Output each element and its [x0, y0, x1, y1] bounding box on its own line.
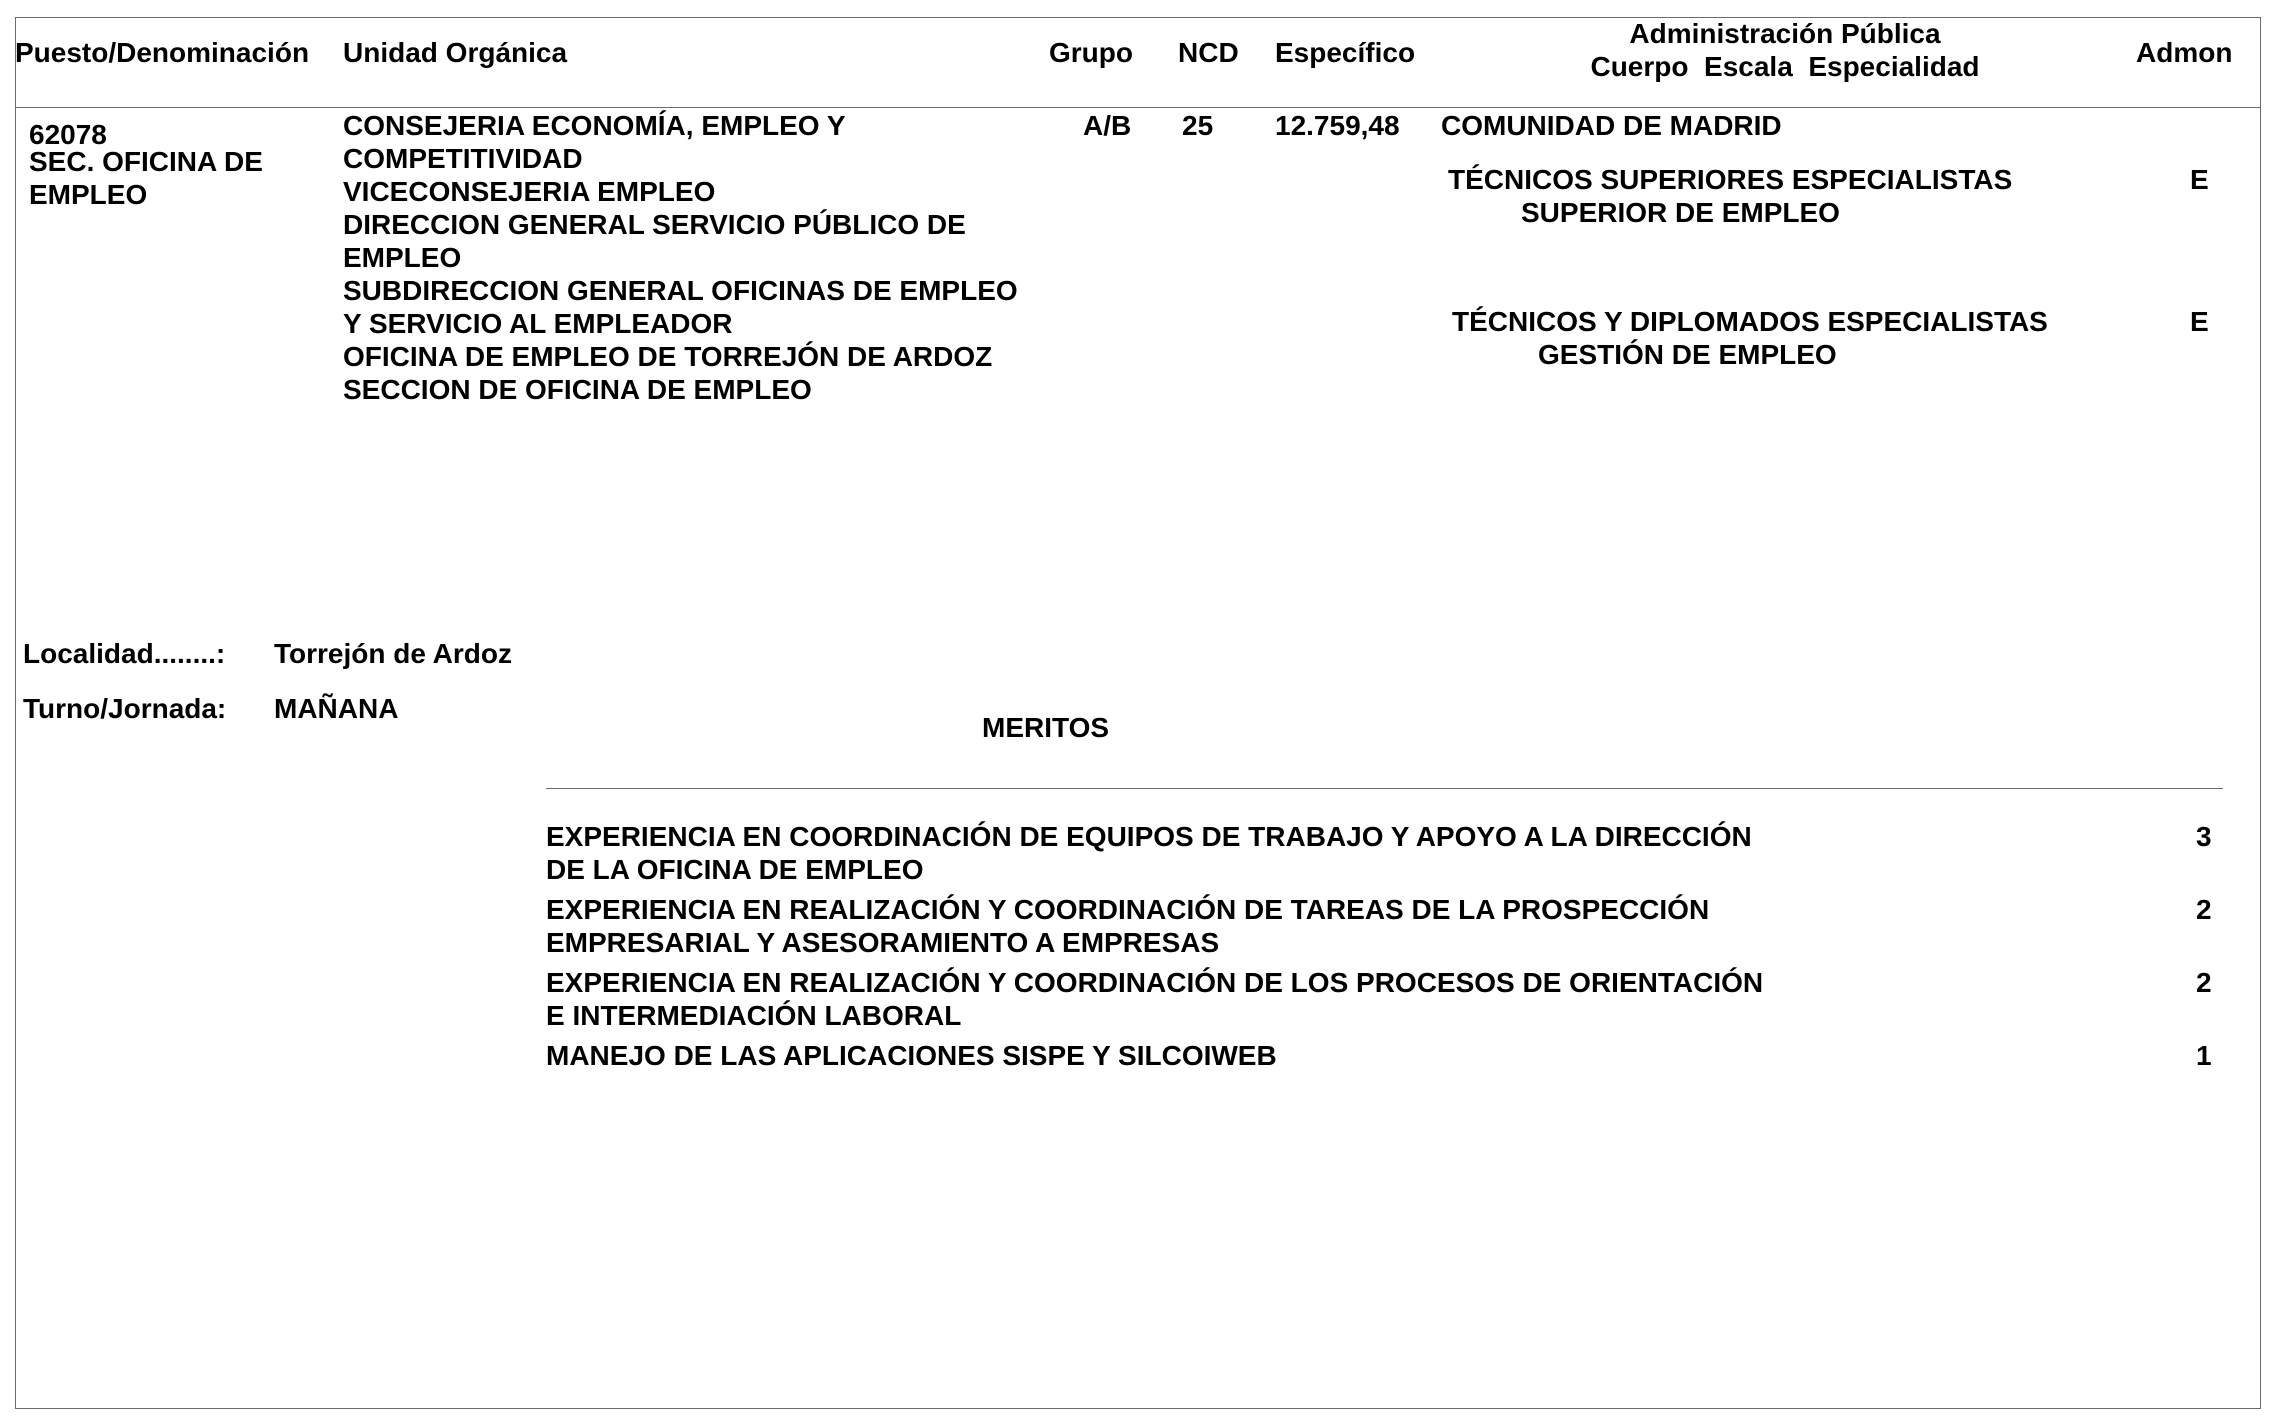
unidad-line: DIRECCION GENERAL SERVICIO PÚBLICO DE [343, 209, 966, 240]
header-administracion [1560, 17, 2010, 83]
unidad-line: SUBDIRECCION GENERAL OFICINAS DE EMPLEO [343, 275, 1018, 306]
header-puesto: Puesto/Denominación [15, 37, 310, 68]
localidad-label: Localidad........: [23, 638, 226, 669]
puesto-name-line: EMPLEO [29, 179, 148, 210]
unidad-line: COMPETITIVIDAD [343, 143, 583, 174]
administracion-value: COMUNIDAD DE MADRID [1441, 110, 1782, 141]
merito-points: 3 [2196, 821, 2212, 852]
meritos-title: MERITOS [982, 712, 1110, 743]
merito-line: DE LA OFICINA DE EMPLEO [546, 854, 924, 885]
puesto-name [29, 145, 263, 211]
header-admin-line2: Cuerpo Escala Especialidad [1590, 51, 1980, 82]
turno-value: MAÑANA [274, 693, 399, 724]
unidad-line: EMPLEO [343, 242, 462, 273]
merito-line: EXPERIENCIA EN REALIZACIÓN Y COORDINACIÓN DE LOS PROCESOS DE ORIENTACIÓN [546, 967, 1764, 998]
merito-line: MANEJO DE LAS APLICACIONES SISPE Y SILCOIWEB [546, 1040, 1277, 1071]
escala-2: GESTIÓN DE EMPLEO [1538, 339, 1837, 370]
merito-item [546, 966, 1763, 1032]
turno-label: Turno/Jornada: [23, 693, 227, 724]
puesto-code: 62078 [29, 119, 107, 150]
header-grupo: Grupo [1049, 37, 1133, 68]
merito-line: E INTERMEDIACIÓN LABORAL [546, 1000, 962, 1031]
merito-points: 2 [2196, 967, 2212, 998]
header-ncd: NCD [1178, 37, 1239, 68]
unidad-line: OFICINA DE EMPLEO DE TORREJÓN DE ARDOZ [343, 341, 993, 372]
merito-points: 1 [2196, 1040, 2212, 1071]
escala-1: SUPERIOR DE EMPLEO [1521, 197, 1840, 228]
unidad-line: VICECONSEJERIA EMPLEO [343, 176, 716, 207]
merito-line: EXPERIENCIA EN COORDINACIÓN DE EQUIPOS DE TRABAJO Y APOYO A LA DIRECCIÓN [546, 821, 1752, 852]
merito-item [546, 820, 1752, 886]
admon-2: E [2190, 306, 2209, 337]
merito-points: 2 [2196, 894, 2212, 925]
cuerpo-1: TÉCNICOS SUPERIORES ESPECIALISTAS [1448, 164, 2013, 195]
merito-line: EMPRESARIAL Y ASESORAMIENTO A EMPRESAS [546, 927, 1220, 958]
localidad-value: Torrejón de Ardoz [274, 638, 512, 669]
puesto-name-line: SEC. OFICINA DE [29, 146, 263, 177]
unidad-organica [343, 109, 1018, 406]
merito-item [546, 893, 1709, 959]
merito-item [546, 1039, 1277, 1072]
unidad-line: Y SERVICIO AL EMPLEADOR [343, 308, 733, 339]
header-unidad: Unidad Orgánica [343, 37, 568, 68]
cuerpo-2: TÉCNICOS Y DIPLOMADOS ESPECIALISTAS [1452, 306, 2048, 337]
header-especifico: Específico [1275, 37, 1416, 68]
meritos-divider [546, 788, 2223, 789]
header-admon: Admon [2136, 37, 2233, 68]
unidad-line: CONSEJERIA ECONOMÍA, EMPLEO Y [343, 110, 846, 141]
header-admin-line1: Administración Pública [1629, 18, 1941, 49]
grupo-value: A/B [1083, 110, 1132, 141]
unidad-line: SECCION DE OFICINA DE EMPLEO [343, 374, 812, 405]
admon-1: E [2190, 164, 2209, 195]
header-divider [15, 107, 2261, 108]
ncd-value: 25 [1182, 110, 1214, 141]
especifico-value: 12.759,48 [1275, 110, 1400, 141]
merito-line: EXPERIENCIA EN REALIZACIÓN Y COORDINACIÓN DE TAREAS DE LA PROSPECCIÓN [546, 894, 1710, 925]
